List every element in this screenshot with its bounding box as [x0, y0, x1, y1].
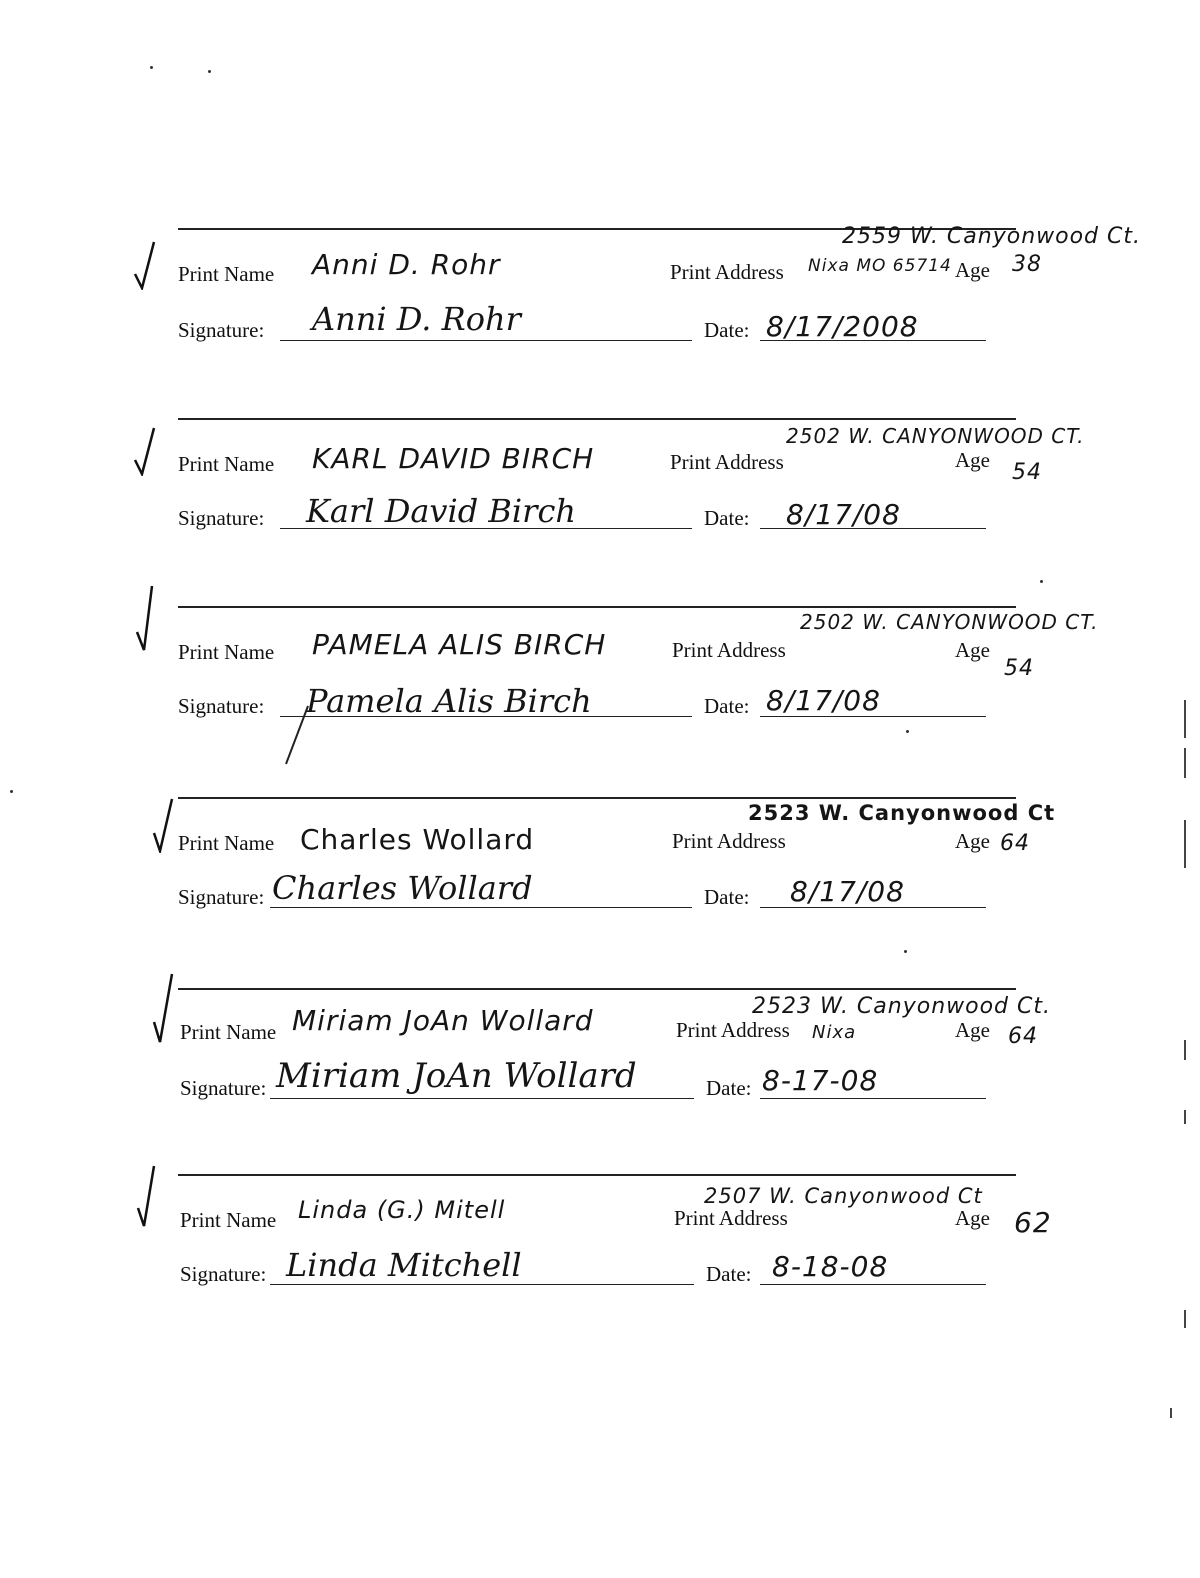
age-value: 38 [1012, 252, 1042, 277]
scan-speck [208, 70, 211, 73]
scan-speck [1040, 580, 1043, 583]
date-label: Date: [706, 1076, 752, 1100]
address-line-1: 2523 W. Canyonwood Ct [748, 801, 1056, 825]
print-name-label: Print Name [180, 1208, 277, 1232]
print-name-value: Miriam JoAn Wollard [292, 1004, 594, 1037]
signature-line [270, 1098, 694, 1099]
scan-edge-mark [1184, 700, 1186, 738]
date-line [760, 1098, 986, 1099]
print-address-label: Print Address [670, 450, 784, 474]
print-name-label: Print Name [180, 1020, 277, 1044]
print-name-value: PAMELA ALIS BIRCH [312, 628, 607, 661]
print-address-label: Print Address [674, 1206, 788, 1230]
date-value: 8/17/2008 [766, 310, 919, 343]
entry-top-rule [178, 797, 1016, 799]
signature-label: Signature: [178, 885, 265, 909]
date-value: 8/17/08 [766, 684, 881, 717]
checkmark-icon [132, 584, 162, 654]
signature-label: Signature: [178, 694, 265, 718]
date-label: Date: [704, 318, 750, 342]
signature-entry [0, 797, 1200, 947]
print-name-value: KARL DAVID BIRCH [312, 442, 595, 475]
address-line-2: Nixa [812, 1022, 857, 1043]
date-value: 8/17/08 [790, 875, 905, 908]
checkmark-icon [150, 972, 180, 1044]
signature-label: Signature: [178, 318, 265, 342]
address-line-1: 2559 W. Canyonwood Ct. [842, 224, 1141, 249]
signature-entry [0, 988, 1200, 1138]
scan-edge-mark [1170, 1408, 1172, 1418]
age-label: Age [955, 638, 990, 662]
signature-value: Charles Wollard [272, 869, 533, 907]
checkmark-icon [132, 426, 162, 476]
print-name-value: Anni D. Rohr [312, 248, 501, 281]
print-address-label: Print Address [672, 829, 786, 853]
checkmark-icon [132, 240, 162, 290]
signature-entry [0, 606, 1200, 756]
entry-top-rule [178, 1174, 1016, 1176]
checkmark-icon [150, 797, 180, 853]
scan-speck [906, 730, 909, 733]
print-name-value: Linda (G.) Mitell [298, 1196, 506, 1224]
print-name-label: Print Name [178, 640, 275, 664]
age-label: Age [955, 258, 990, 282]
date-label: Date: [704, 506, 750, 530]
scan-speck [904, 950, 907, 953]
date-label: Date: [706, 1262, 752, 1286]
print-name-value: Charles Wollard [300, 823, 535, 856]
checkmark-icon [134, 1164, 164, 1228]
date-value: 8-18-08 [772, 1250, 889, 1283]
date-label: Date: [704, 885, 750, 909]
signature-line [270, 907, 692, 908]
date-value: 8-17-08 [762, 1064, 879, 1097]
address-line-1: 2502 W. CANYONWOOD CT. [800, 610, 1099, 634]
signature-value: Anni D. Rohr [312, 300, 521, 338]
signature-value: Karl David Birch [306, 492, 576, 530]
age-value: 62 [1014, 1206, 1052, 1239]
address-line-1: 2502 W. CANYONWOOD CT. [786, 424, 1085, 448]
age-label: Age [955, 448, 990, 472]
address-line-2: Nixa MO 65714 [808, 256, 952, 276]
entry-top-rule [178, 418, 1016, 420]
print-address-label: Print Address [676, 1018, 790, 1042]
age-label: Age [955, 829, 990, 853]
print-address-label: Print Address [672, 638, 786, 662]
scan-speck [10, 790, 13, 793]
signature-entry [0, 1174, 1200, 1324]
signature-line [280, 340, 692, 341]
signature-label: Signature: [180, 1262, 267, 1286]
age-value: 64 [1008, 1024, 1038, 1049]
address-line-1: 2523 W. Canyonwood Ct. [752, 994, 1051, 1019]
age-value: 64 [1000, 831, 1030, 856]
scan-speck [150, 66, 153, 69]
scan-edge-mark [1184, 1310, 1186, 1328]
scan-edge-mark [1184, 748, 1186, 778]
print-name-label: Print Name [178, 262, 275, 286]
scan-edge-mark [1184, 1040, 1186, 1060]
print-address-label: Print Address [670, 260, 784, 284]
age-value: 54 [1012, 460, 1042, 485]
date-label: Date: [704, 694, 750, 718]
signature-entry [0, 418, 1200, 568]
signature-value: Pamela Alis Birch [306, 682, 592, 720]
signature-value: Miriam JoAn Wollard [276, 1056, 637, 1096]
signature-entry [0, 224, 1200, 378]
signature-line [270, 1284, 694, 1285]
signature-label: Signature: [178, 506, 265, 530]
address-line-1: 2507 W. Canyonwood Ct [704, 1184, 983, 1208]
scan-edge-mark [1184, 1110, 1186, 1124]
age-value: 54 [1004, 656, 1034, 681]
entry-top-rule [178, 988, 1016, 990]
age-label: Age [955, 1206, 990, 1230]
date-value: 8/17/08 [786, 498, 901, 531]
signature-value: Linda Mitchell [286, 1246, 522, 1284]
date-line [760, 1284, 986, 1285]
entry-top-rule [178, 606, 1016, 608]
scan-edge-mark [1184, 820, 1186, 868]
print-name-label: Print Name [178, 831, 275, 855]
signature-label: Signature: [180, 1076, 267, 1100]
age-label: Age [955, 1018, 990, 1042]
pen-stroke-mark [282, 704, 312, 768]
print-name-label: Print Name [178, 452, 275, 476]
